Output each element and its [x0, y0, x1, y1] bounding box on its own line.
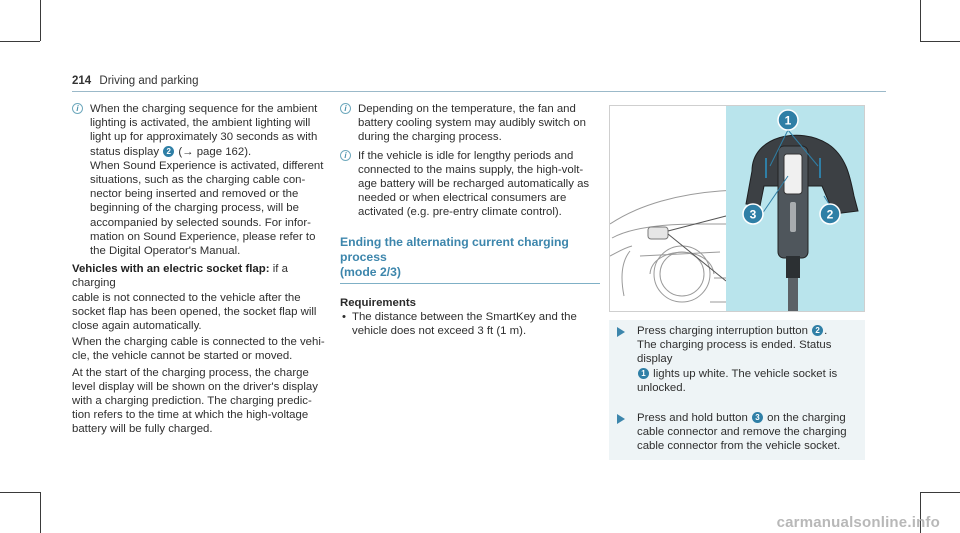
- callout-bubble: 1: [638, 368, 649, 379]
- note-line: mation on Sound Experience, please refer to: [90, 230, 316, 243]
- middle-column: [340, 102, 600, 338]
- note-line: When the charging sequence for the ambient: [90, 103, 318, 115]
- note-line: accompanied by selected sounds. For infor-: [90, 216, 311, 229]
- watermark: carmanualsonline.info: [776, 514, 940, 531]
- crop-mark: [0, 492, 40, 493]
- note-line: connected to the mains supply, the high-volt-: [358, 163, 584, 176]
- callout-2: [820, 204, 840, 224]
- paragraph-line: close again automatically.: [72, 320, 202, 333]
- section-title-line: Ending the alternating current charging process: [340, 234, 569, 264]
- requirements-title: Requirements: [340, 296, 416, 309]
- step-line: cable connector from the vehicle socket.: [637, 440, 841, 453]
- paragraph-line: At the start of the charging process, the charge: [72, 366, 309, 379]
- callout-bubble: 2: [812, 325, 823, 336]
- info-note: [72, 102, 330, 258]
- callout-3: [743, 204, 763, 224]
- instruction-steps: [609, 320, 865, 460]
- info-note: [340, 102, 600, 145]
- pointer-line: [668, 234, 726, 281]
- callout-1: [778, 110, 798, 130]
- step-arrow-icon: [617, 327, 625, 337]
- note-line: nector being inserted and removed or the: [90, 188, 299, 201]
- step-text: lights up white. The vehicle socket is: [653, 367, 838, 380]
- paragraph-line: with a charging prediction. The charging predic-: [72, 395, 312, 408]
- step-line: cable connector and remove the charging: [637, 426, 847, 439]
- callout-bubble: 3: [752, 412, 763, 423]
- note-line: age battery will be recharged automatically as: [358, 178, 590, 191]
- paragraph: [72, 335, 330, 363]
- paragraph-line: When the charging cable is connected to the vehi-: [72, 336, 325, 349]
- note-line: the Digital Operator's Manual.: [90, 245, 241, 258]
- charging-connector-figure: [609, 105, 865, 312]
- car-illustration: [610, 106, 864, 311]
- bullet-dot: •: [342, 310, 346, 323]
- note-line: needed or when electrical consumers are: [358, 192, 567, 205]
- crop-mark: [920, 41, 960, 42]
- callout-bubble: 2: [163, 146, 174, 157]
- step-text: Press and hold button: [637, 412, 748, 425]
- instruction-step: [609, 411, 865, 454]
- info-note: [340, 149, 600, 220]
- paragraph-line: socket flap has been opened, the socket flap will: [72, 305, 317, 318]
- note-line: light up for approximately 30 seconds as with: [90, 131, 318, 144]
- step-line: [637, 324, 865, 338]
- info-icon: i: [72, 103, 83, 114]
- crop-mark: [40, 0, 41, 41]
- note-line: activated (e.g. pre-entry climate control).: [358, 206, 562, 219]
- step-text: Press charging interruption button: [637, 325, 808, 337]
- header-rule: [72, 91, 886, 92]
- page-number: 214: [72, 75, 92, 87]
- step-line: [637, 411, 865, 425]
- step-arrow-icon: [617, 414, 625, 424]
- step-line: The charging process is ended. Status display: [637, 339, 832, 366]
- info-icon: i: [340, 150, 351, 161]
- paragraph-line: [72, 262, 330, 290]
- crop-mark: [920, 492, 960, 493]
- paragraph: [72, 366, 330, 437]
- requirement-line: The distance between the SmartKey and the: [352, 310, 577, 323]
- paragraph-text: if a charging: [72, 263, 288, 290]
- socket-flap-shape: [648, 227, 668, 239]
- note-line: battery cooling system may audibly switch on: [358, 117, 586, 130]
- note-text: status display: [90, 145, 160, 158]
- section-title: Driving and parking: [99, 75, 199, 87]
- left-column: [72, 102, 330, 437]
- section-title-line: (mode 2/3): [340, 264, 401, 279]
- note-line: Depending on the temperature, the fan and: [358, 103, 576, 115]
- note-line: If the vehicle is idle for lengthy periods and: [358, 149, 574, 162]
- paragraph-line: level display will be shown on the driver's display: [72, 380, 318, 393]
- step-line: unlocked.: [637, 381, 686, 394]
- svg-text:1: 1: [784, 113, 792, 128]
- note-line: during the charging process.: [358, 131, 502, 144]
- crop-mark: [40, 492, 41, 533]
- paragraph-line: battery will be fully charged.: [72, 423, 213, 436]
- step-line: [637, 367, 865, 381]
- paragraph-line: cable is not connected to the vehicle after the: [72, 291, 301, 304]
- instruction-step: [609, 320, 865, 395]
- note-line: When Sound Experience is activated, different: [90, 159, 324, 172]
- section-heading: [340, 235, 600, 284]
- note-line: lighting is activated, the ambient lighting will: [90, 117, 311, 130]
- page-header: [72, 75, 198, 87]
- flap-heading: Vehicles with an electric socket flap:: [72, 263, 270, 276]
- info-icon: i: [340, 103, 351, 114]
- note-line: beginning of the charging process, will be: [90, 202, 299, 215]
- flap-paragraph: [72, 262, 330, 333]
- paragraph-line: tion refers to the time at which the high-voltage: [72, 409, 309, 422]
- page-reference-link[interactable]: (→ page 162).: [178, 145, 252, 158]
- svg-text:3: 3: [749, 207, 757, 222]
- step-text: on the charging: [767, 412, 846, 425]
- paragraph-line: cle, the vehicle cannot be started or moved.: [72, 350, 293, 363]
- note-line: situations, such as the charging cable con-: [90, 174, 306, 187]
- requirements-item: [340, 310, 600, 338]
- section-rule: [340, 283, 600, 284]
- note-line: [90, 145, 330, 159]
- step-text: .: [824, 325, 828, 337]
- requirement-line: vehicle does not exceed 3 ft (1 m).: [352, 325, 527, 338]
- svg-text:2: 2: [826, 207, 834, 222]
- crop-mark: [920, 0, 921, 41]
- crop-mark: [0, 41, 40, 42]
